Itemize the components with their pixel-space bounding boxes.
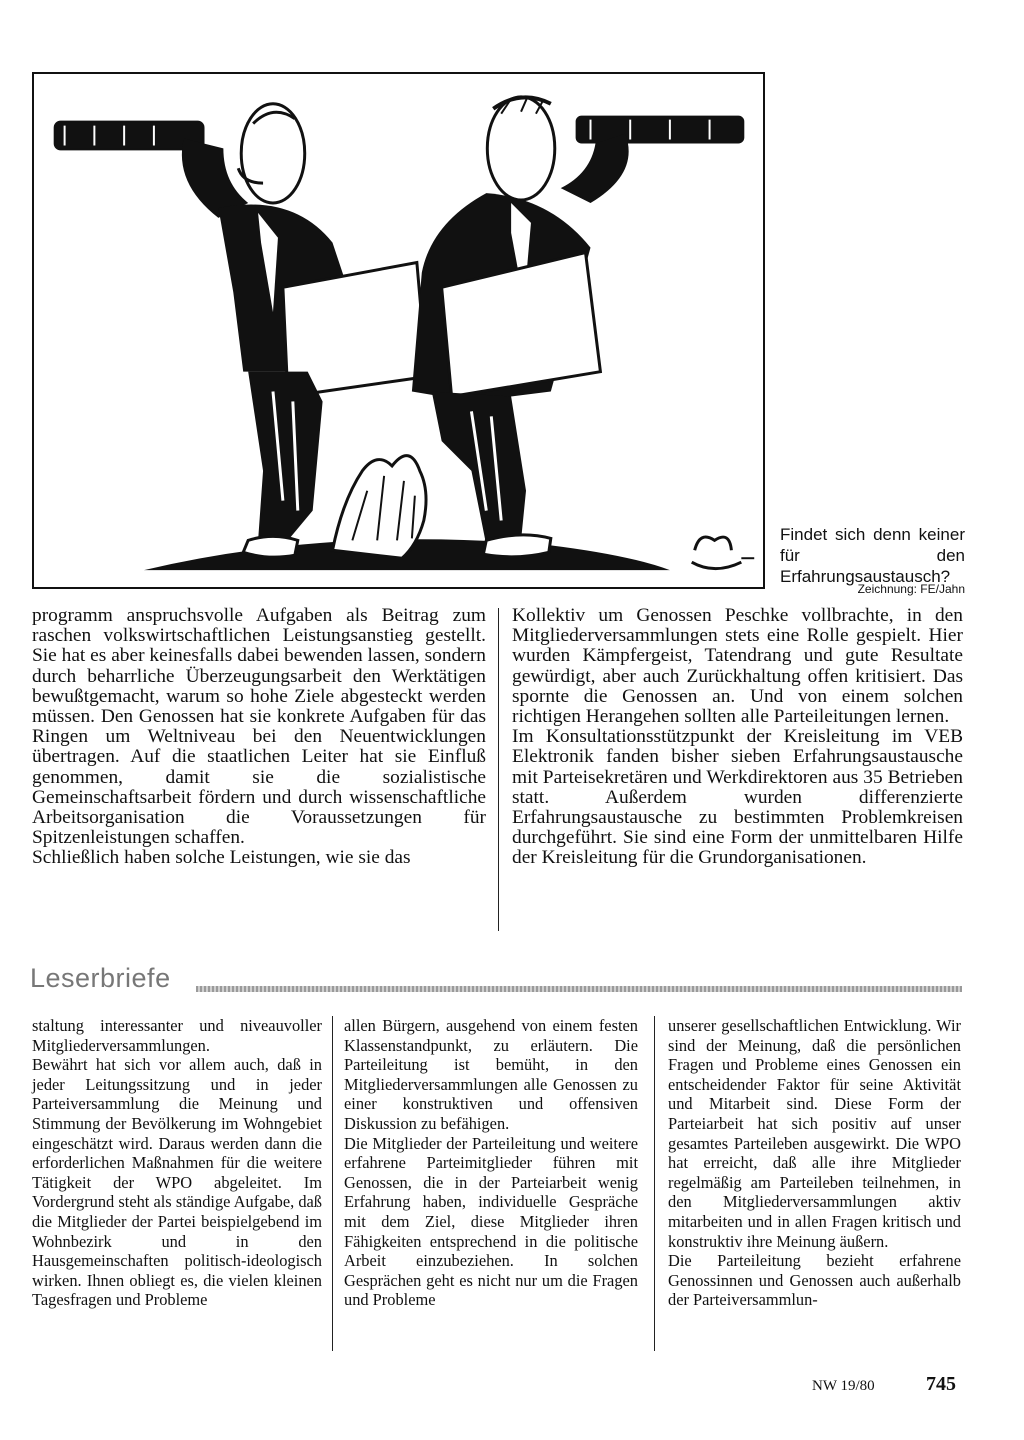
artist-signature-icon [692,537,755,569]
article-paragraph: Kollektiv um Genossen Peschke vollbrachte, in den Mitgliederversammlungen stets eine Rolle gespielt. Hier wurden Kämpfergeist, Tatendrang und gute Resultate gewürdigt, aber auch Zurückhaltung offen kritisiert. Das spornte die Genossen an. Und von einem solchen richtigen Herangehen sollten alle Parteileitungen lernen. [512,605,963,728]
cartoon-two-men-telescopes-icon [34,74,763,587]
letter-paragraph: unserer gesellschaftlichen Entwicklung. Wir sind der Meinung, daß die persönlichen Fragen und Probleme eines Genossen ein entscheidender Faktor für seine Aktivität und Mitarbeit sind. Diese Form der Parteiarbeit hat sich positiv auf unser gesamtes Parteileben ausgewirkt. Die WPO hat erreicht, daß alle ihre Mitglieder regelmäßig am Parteileben teilnehmen, in den Mitgliederversammlungen aktiv mitarbeiten und in allen Fragen kritisch und konstruktiv ihre Meinung äußern. [668,1016,961,1251]
column-divider [332,1016,333,1351]
column-divider [654,1016,655,1351]
cartoon-caption: Findet sich denn keiner für den Erfahrungsaustausch? [780,525,965,586]
article-column-right [512,606,963,869]
cartoon-illustration [32,72,765,589]
letter-column-2 [344,1016,638,1310]
column-divider [498,608,499,931]
issue-reference: NW 19/80 [812,1378,875,1394]
cartoon-credit: Zeichnung: FE/Jahn [857,582,965,596]
letter-paragraph: Bewährt hat sich vor allem auch, daß in jeder Leitungssitzung und in jeder Parteiversammlung die Meinung und Stimmung der Bevölkerung im Wohngebiet eingeschätzt wird. Daraus werden dann die erforderlichen Maßnahmen für die weitere Tätigkeit der WPO abgeleitet. Im Vordergrund steht als ständige Aufgabe, daß die Mitglieder der Partei beispielgebend im Wohnbezirk und in den Hausgemeinschaften politisch-ideologisch wirken. Ihnen obliegt es, die vielen kleinen Tagesfragen und Probleme [32,1055,322,1310]
letter-paragraph: Die Mitglieder der Parteileitung und weitere erfahrene Parteimitglieder führen mit Genossen, die in der Parteiarbeit wenig Erfahrung haben, individuelle Gespräche mit dem Ziel, diese Mitglieder ihren Fähigkeiten entsprechend in die politische Arbeit einzubeziehen. In solchen Gesprächen geht es nicht nur um die Fragen und Probleme [344,1133,638,1310]
article-column-left [32,606,486,869]
letter-paragraph: allen Bürgern, ausgehend von einem festen Klassenstandpunkt, zu erläutern. Die Parteileitung ist bemüht, in den Mitgliederversammlungen alle Genossen zu einer konstruktiven und offensiven Diskussion zu befähigen. [344,1016,638,1133]
letter-paragraph: Die Parteileitung bezieht erfahrene Genossinnen und Genossen auch außerhalb der Parteiversammlun- [668,1251,961,1310]
section-heading: Leserbriefe [30,963,171,993]
heading-rule [196,986,962,992]
article-paragraph: Im Konsultationsstützpunkt der Kreisleitung im VEB Elektronik fanden bisher sieben Erfahrungsaustausche mit Parteisekretären und Werkdirektoren aus 35 Betrieben statt. Außerdem wurden differenzierte Erfahrungsaustausche zu bestimmten Problemkreisen durchgeführt. Sie sind eine Form der unmittelbaren Hilfe der Kreisleitung für die Grundorganisationen. [512,726,963,869]
letter-paragraph: staltung interessanter und niveauvoller Mitgliederversammlungen. [32,1016,322,1055]
letter-column-1 [32,1016,322,1310]
letter-column-3 [668,1016,961,1310]
article-paragraph: Schließlich haben solche Leistungen, wie sie das [32,847,411,869]
page-number: 745 [926,1373,956,1395]
article-paragraph: programm anspruchsvolle Aufgaben als Beitrag zum raschen volkswirtschaftlichen Leistungsanstieg gestellt. Sie hat es aber keinesfalls dabei bewenden lassen, sondern durch beharrliche Überzeugungsarbeit den Werktätigen bewußtgemacht, warum so hohe Ziele abgesteckt werden müssen. Den Genossen hat sie konkrete Aufgaben für das Ringen um Weltniveau bei den Neuentwicklungen übertragen. Auf die staatlichen Leiter hat sie Einfluß genommen, damit sie die sozialistische Gemeinschaftsarbeit fördern und durch wissenschaftliche Arbeitsorganisation die Voraussetzungen für Spitzenleistungen schaffen. [32,605,486,849]
